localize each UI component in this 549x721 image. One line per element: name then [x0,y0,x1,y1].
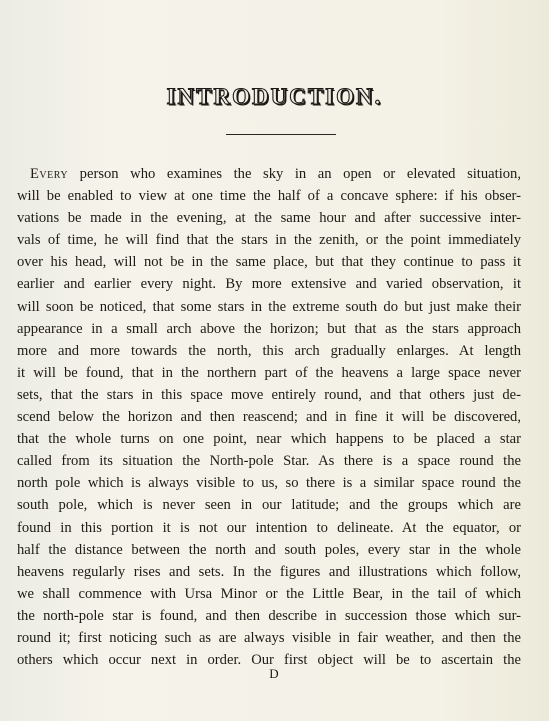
text-line-17: found in this portion it is not our intention to delineate. At the equator, or [17,519,521,536]
text-line-6: earlier and earlier every night. By more extensive and varied observation, it [17,276,521,293]
text-line-3: vations be made in the evening, at the same hour and after successive inter- [17,210,521,227]
first-word: Every [30,166,69,182]
text-line-13: that the whole turns on one point, near which happens to be placed a star [17,431,521,448]
text-line-23: others which occur next in order. Our first object will be to ascertain the [17,652,521,669]
text-line-22: round it; first noticing such as are always visible in fair weather, and then the [17,629,521,646]
text-line-20: we shall commence with Ursa Minor or the Little Bear, in the tail of which [17,585,521,602]
text-line-7: will soon be noticed, that some stars in the extreme south do but just make their [17,298,521,315]
title-divider [226,134,336,135]
text-line-14: called from its situation the North-pole Star. As there is a space round the [17,453,521,470]
page-title: INTRODUCTION. [166,84,383,109]
text-line-18: half the distance between the north and south poles, every star in the whole [17,541,521,558]
text-line-21: the north-pole star is found, and then describe in succession those which sur- [17,607,521,624]
text-line-5: over his head, will not be in the same place, but that they continue to pass it [17,254,521,271]
introduction-paragraph [17,163,521,671]
text-line-8: appearance in a small arch above the horizon; but that as the stars approach [17,320,521,337]
text-line-15: north pole which is always visible to us, so there is a similar space round the [17,475,521,492]
signature-mark: D [269,666,280,681]
text-line-11: sets, that the stars in this space move entirely round, and that others just de- [17,386,521,403]
text-line-19: heavens regularly rises and sets. In the figures and illustrations which follow, [17,563,521,580]
text-line-2: will be enabled to view at one time the half of a concave sphere: if his obser- [17,188,521,205]
text-line-16: south pole, which is never seen in our latitude; and the groups which are [17,497,521,514]
text-line-9: more and more towards the north, this arch gradually enlarges. At length [17,342,521,359]
text-line-1: Every person who examines the sky in an open or elevated situation, [30,166,521,182]
text-line-10: it will be found, that in the northern part of the heavens a large space never [17,364,521,381]
text-line-12: scend below the horizon and then reascend; and in fine it will be discovered, [17,409,521,426]
text-line-4: vals of time, he will find that the stars in the zenith, or the point immediately [17,232,521,249]
